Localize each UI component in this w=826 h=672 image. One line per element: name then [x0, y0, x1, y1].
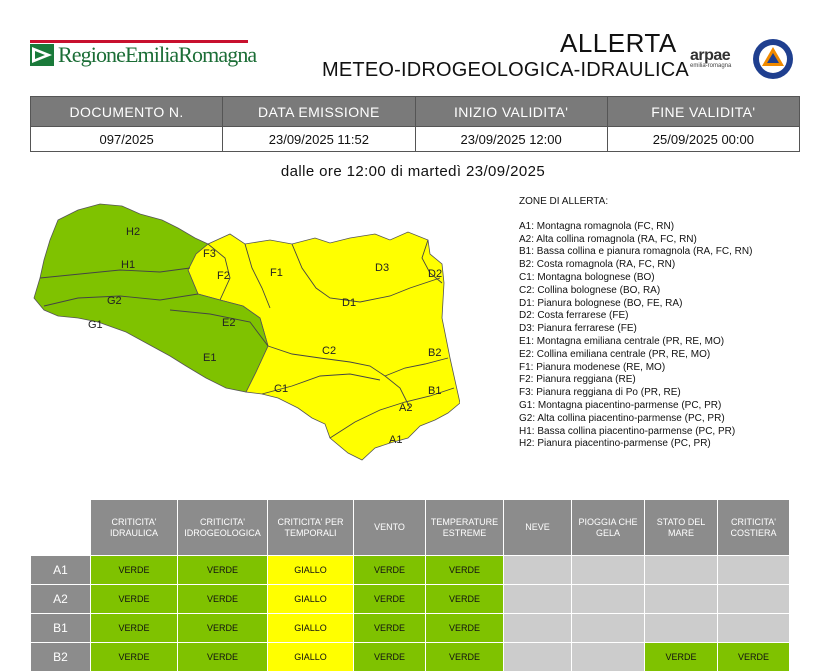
status-cell-freezing-rain [572, 614, 645, 643]
map-label-e1: E1 [203, 352, 217, 364]
map-label-f1: F1 [270, 267, 283, 279]
arpae-logo-text: arpae [690, 47, 731, 64]
status-cell-hydrogeological: VERDE [178, 643, 268, 672]
status-cell-extreme-temperatures: VERDE [426, 556, 504, 585]
validity-text: dalle ore 12:00 di martedì 23/09/2025 [280, 163, 546, 180]
status-cell-snow [504, 614, 572, 643]
region-flag-icon [30, 44, 54, 66]
page-subtitle: METEO-IDROGEOLOGICA-IDRAULICA [322, 59, 689, 81]
document-info-table [30, 96, 800, 152]
status-cell-extreme-temperatures: VERDE [426, 643, 504, 672]
map-label-e2: E2 [222, 317, 236, 329]
status-cell-extreme-temperatures: VERDE [426, 585, 504, 614]
zone-cell: A1 [31, 556, 91, 585]
zone-legend-item: B1: Bassa collina e pianura romagnola (RA, FC, RN) [519, 246, 753, 258]
map-label-c1: C1 [274, 383, 289, 395]
zone-legend-item: A1: Montagna romagnola (FC, RN) [519, 220, 675, 232]
status-cell-sea-state [645, 585, 718, 614]
map-label-h1: H1 [121, 259, 136, 271]
status-cell-hydraulic: VERDE [91, 585, 178, 614]
status-cell-hydrogeological: VERDE [178, 585, 268, 614]
zone-legend-item: D1: Pianura bolognese (BO, FE, RA) [519, 297, 683, 309]
zone-cell: A2 [31, 585, 91, 614]
zone-legend-item: E1: Montagna emiliana centrale (PR, RE, MO) [519, 335, 725, 347]
zone-cell: B2 [31, 643, 91, 672]
map-label-b1: B1 [428, 385, 442, 397]
zone-legend-item: G2: Alta collina piacentino-parmense (PC, PR) [519, 412, 725, 424]
civil-protection-logo [752, 38, 794, 80]
header-snow: NEVE [504, 500, 572, 556]
zone-legend-item: B2: Costa romagnola (RA, FC, RN) [519, 259, 676, 271]
map-label-a1: A1 [389, 434, 403, 446]
zone-legend-item: H2: Pianura piacentino-parmense (PC, PR) [519, 438, 711, 450]
header-thunderstorms: CRITICITA' PER TEMPORALI [268, 500, 354, 556]
zone-legend-item: F1: Pianura modenese (RE, MO) [519, 361, 666, 373]
status-cell-freezing-rain [572, 585, 645, 614]
header-validity-start: INIZIO VALIDITA' [415, 97, 607, 127]
table-row [31, 556, 790, 585]
status-cell-hydrogeological: VERDE [178, 556, 268, 585]
zone-legend-item: F2: Pianura reggiana (RE) [519, 374, 636, 386]
map-label-d3: D3 [375, 262, 390, 274]
status-cell-wind: VERDE [354, 585, 426, 614]
alert-zones-map [30, 198, 460, 468]
arpae-logo-sub: emilia-romagna [690, 63, 732, 69]
status-cell-sea-state: VERDE [645, 643, 718, 672]
status-cell-hydraulic: VERDE [91, 556, 178, 585]
status-cell-snow [504, 643, 572, 672]
map-label-d1: D1 [342, 297, 357, 309]
map-label-c2: C2 [322, 345, 337, 357]
header-hydraulic: CRITICITA' IDRAULICA [91, 500, 178, 556]
status-cell-extreme-temperatures: VERDE [426, 614, 504, 643]
status-cell-coastal [718, 585, 790, 614]
criticality-rows [31, 556, 790, 672]
table-row [31, 614, 790, 643]
map-label-h2: H2 [126, 226, 141, 238]
status-cell-coastal [718, 614, 790, 643]
status-cell-wind: VERDE [354, 614, 426, 643]
header-validity-end: FINE VALIDITA' [607, 97, 799, 127]
map-label-f2: F2 [217, 270, 230, 282]
arpae-logo [690, 47, 742, 69]
status-cell-freezing-rain [572, 556, 645, 585]
status-cell-thunderstorms: GIALLO [268, 643, 354, 672]
status-cell-thunderstorms: GIALLO [268, 556, 354, 585]
status-cell-coastal [718, 556, 790, 585]
status-cell-sea-state [645, 614, 718, 643]
page-title: ALLERTA [560, 28, 677, 58]
map-label-f3: F3 [203, 248, 216, 260]
zone-legend [519, 196, 752, 451]
status-cell-thunderstorms: GIALLO [268, 585, 354, 614]
zone-legend-item: G1: Montagna piacentino-parmense (PC, PR) [519, 399, 722, 411]
region-logo-text: RegioneEmiliaRomagna [58, 42, 257, 67]
map-label-a2: A2 [399, 402, 413, 414]
header-hydrogeological: CRITICITA' IDROGEOLOGICA [178, 500, 268, 556]
validity-start: 23/09/2025 12:00 [415, 127, 607, 152]
status-cell-coastal: VERDE [718, 643, 790, 672]
status-cell-hydrogeological: VERDE [178, 614, 268, 643]
issue-date: 23/09/2025 11:52 [223, 127, 415, 152]
header-coastal: CRITICITA' COSTIERA [718, 500, 790, 556]
header-sea-state: STATO DEL MARE [645, 500, 718, 556]
status-cell-wind: VERDE [354, 556, 426, 585]
table-row [31, 585, 790, 614]
zone-legend-item: A2: Alta collina romagnola (RA, FC, RN) [519, 233, 697, 245]
table-row [31, 643, 790, 672]
status-cell-sea-state [645, 556, 718, 585]
map-label-b2: B2 [428, 347, 442, 359]
status-cell-freezing-rain [572, 643, 645, 672]
zone-legend-item: C1: Montagna bolognese (BO) [519, 271, 655, 283]
validity-end: 25/09/2025 00:00 [607, 127, 799, 152]
zone-legend-item: F3: Pianura reggiana di Po (PR, RE) [519, 387, 681, 399]
zone-legend-item: D2: Costa ferrarese (FE) [519, 310, 629, 322]
map-label-g2: G2 [107, 295, 122, 307]
status-cell-thunderstorms: GIALLO [268, 614, 354, 643]
header-freezing-rain: PIOGGIA CHE GELA [572, 500, 645, 556]
status-cell-wind: VERDE [354, 643, 426, 672]
map-label-d2: D2 [428, 268, 443, 280]
zone-legend-item: H1: Bassa collina piacentino-parmense (PC, PR) [519, 425, 736, 437]
zone-cell: B1 [31, 614, 91, 643]
status-cell-hydraulic: VERDE [91, 614, 178, 643]
zone-header-blank [31, 500, 91, 556]
status-cell-snow [504, 556, 572, 585]
criticality-table [30, 499, 790, 672]
header-document-number: DOCUMENTO N. [31, 97, 223, 127]
zone-legend-item: D3: Pianura ferrarese (FE) [519, 323, 637, 335]
zone-legend-item: C2: Collina bolognese (BO, RA) [519, 284, 661, 296]
status-cell-hydraulic: VERDE [91, 643, 178, 672]
document-number: 097/2025 [31, 127, 223, 152]
header-wind: VENTO [354, 500, 426, 556]
header-extreme-temperatures: TEMPERATURE ESTREME [426, 500, 504, 556]
zone-legend-item: E2: Collina emiliana centrale (PR, RE, MO) [519, 348, 711, 360]
zone-legend-title: ZONE DI ALLERTA: [519, 196, 609, 207]
map-label-g1: G1 [88, 319, 103, 331]
status-cell-snow [504, 585, 572, 614]
header-issue-date: DATA EMISSIONE [223, 97, 415, 127]
